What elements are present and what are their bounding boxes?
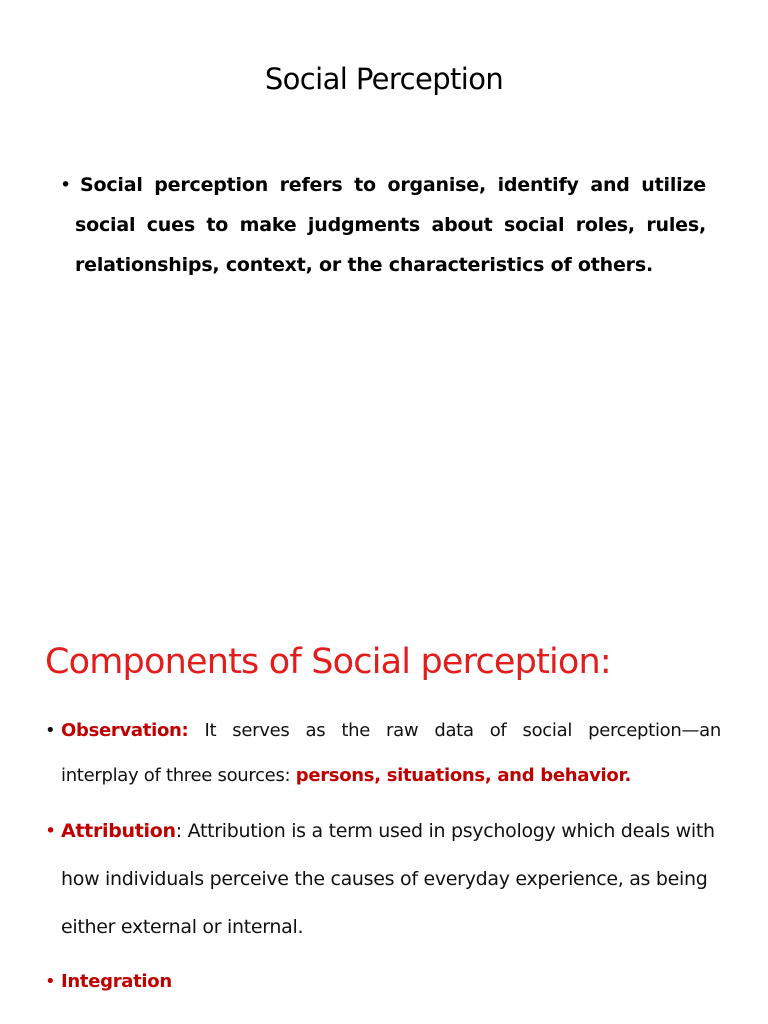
- bullet-icon: •: [45, 720, 56, 741]
- attribution-text-3: either external or internal.: [61, 916, 304, 938]
- definition-bullet: [60, 165, 706, 285]
- slide-title: Components of Social perception:: [45, 642, 611, 682]
- integration-term: Integration: [61, 971, 172, 992]
- definition-line-3: relationships, context, or the characteristics of others.: [75, 254, 653, 276]
- attribution-term: Attribution: [61, 820, 176, 842]
- observation-term: Observation:: [61, 720, 189, 741]
- attribution-text-2: how individuals perceive the causes of everyday experience, as being: [61, 868, 708, 890]
- observation-text-1: It serves as the raw data of social perception—an: [204, 720, 721, 741]
- observation-item: [45, 720, 721, 810]
- bullet-icon: •: [45, 820, 56, 842]
- definition-line-1: Social perception refers to organise, identify and utilize: [80, 174, 706, 196]
- observation-text-2: interplay of three sources:: [61, 765, 296, 786]
- attribution-item: [45, 820, 721, 964]
- bullet-icon: •: [60, 174, 72, 196]
- bullet-icon: •: [45, 971, 56, 992]
- attribution-text-1: : Attribution is a term used in psychology which deals with: [175, 820, 715, 842]
- observation-sources: persons, situations, and behavior.: [295, 765, 632, 786]
- integration-item: [45, 971, 721, 992]
- definition-line-2: social cues to make judgments about social roles, rules,: [75, 214, 706, 236]
- slide-title: Social Perception: [264, 62, 504, 96]
- slide-components: [0, 590, 768, 1024]
